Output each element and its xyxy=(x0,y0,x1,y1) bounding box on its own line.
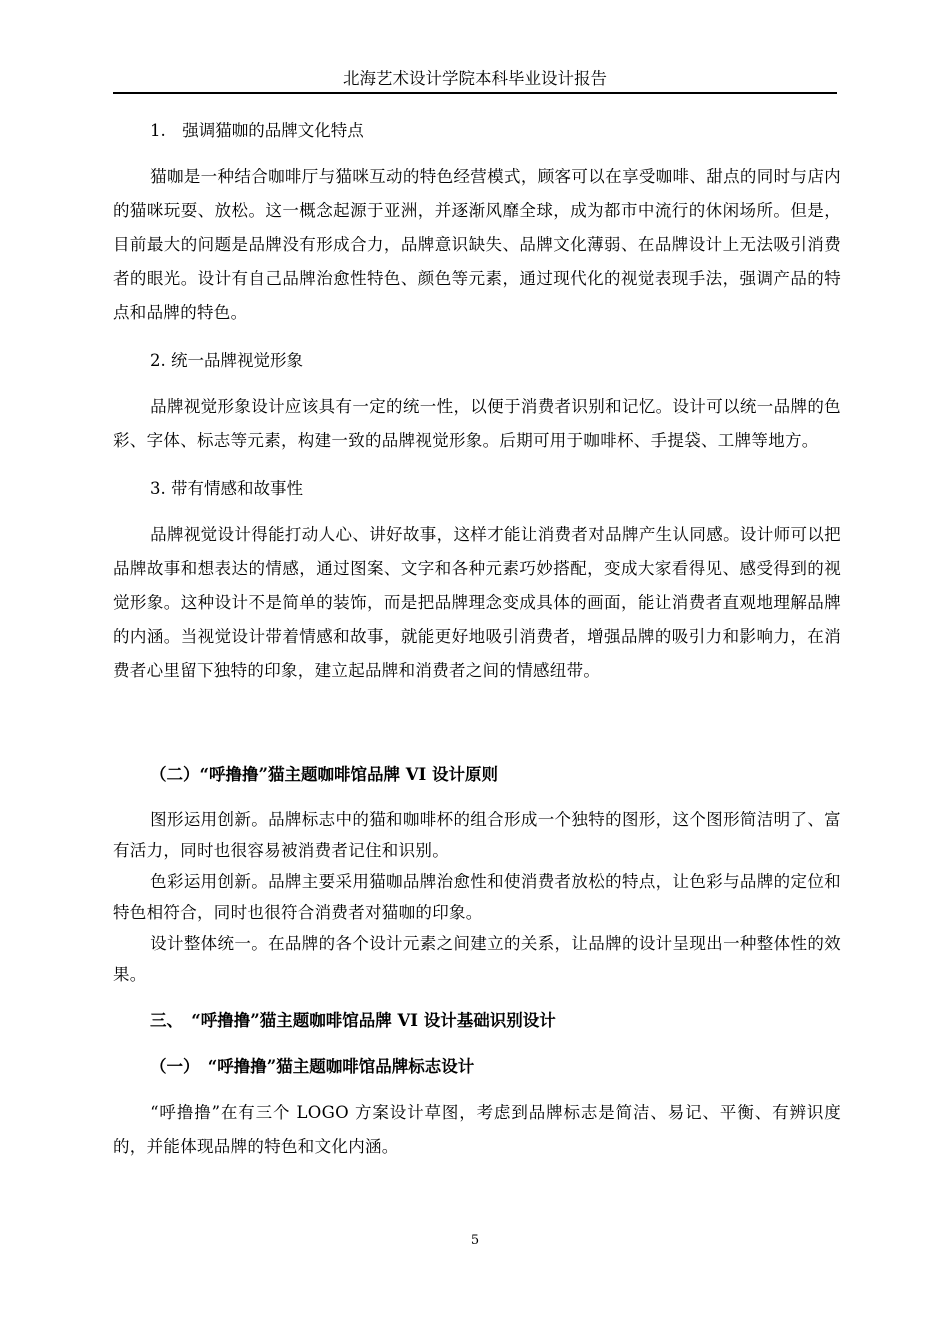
section-heading-unified-visual: 2. 统一品牌视觉形象 xyxy=(150,351,303,370)
section-heading-emotion-story: 3. 带有情感和故事性 xyxy=(150,479,303,498)
page-header-title: 北海艺术设计学院本科毕业设计报告 xyxy=(343,69,607,88)
section-heading-brand-culture: 1. 强调猫咖的品牌文化特点 xyxy=(150,121,364,140)
chapter-heading-basic-identity: 三、 “呼撸撸”猫主题咖啡馆品牌 VI 设计基础识别设计 xyxy=(150,1011,556,1030)
header-divider xyxy=(113,92,837,94)
document-body xyxy=(113,114,841,1164)
section-heading-logo-design: （一） “呼撸撸”猫主题咖啡馆品牌标志设计 xyxy=(150,1057,475,1076)
paragraph-logo-design: “呼撸撸”在有三个 LOGO 方案设计草图，考虑到品牌标志是简洁、易记、平衡、有辨识度的，并能体现品牌的特色和文化内涵。 xyxy=(113,1103,841,1156)
section-heading-vi-principles: （二）“呼撸撸”猫主题咖啡馆品牌 VI 设计原则 xyxy=(150,765,498,784)
page-number: 5 xyxy=(470,1233,480,1248)
paragraph-emotion-story: 品牌视觉设计得能打动人心、讲好故事，这样才能让消费者对品牌产生认同感。设计师可以把品牌故事和想表达的情感，通过图案、文字和各种元素巧妙搭配，变成大家看得见、感受得到的视觉形象。这种设计不是简单的装饰，而是把品牌理念变成具体的画面，能让消费者直观地理解品牌的内涵。当视觉设计带着情感和故事，就能更好地吸引消费者，增强品牌的吸引力和影响力，在消费者心里留下独特的印象，建立起品牌和消费者之间的情感纽带。 xyxy=(113,525,841,680)
paragraph-graphic-innovation: 图形运用创新。品牌标志中的猫和咖啡杯的组合形成一个独特的图形，这个图形简洁明了、富有活力，同时也很容易被消费者记住和识别。 xyxy=(113,810,841,860)
paragraph-unified-visual: 品牌视觉形象设计应该具有一定的统一性，以便于消费者识别和记忆。设计可以统一品牌的色彩、字体、标志等元素，构建一致的品牌视觉形象。后期可用于咖啡杯、手提袋、工牌等地方。 xyxy=(113,397,841,450)
paragraph-brand-culture: 猫咖是一种结合咖啡厅与猫咪互动的特色经营模式，顾客可以在享受咖啡、甜点的同时与店内的猫咪玩耍、放松。这一概念起源于亚洲，并逐渐风靡全球，成为都市中流行的休闲场所。但是，目前最大的问题是品牌没有形成合力，品牌意识缺失、品牌文化薄弱、在品牌设计上无法吸引消费者的眼光。设计有自己品牌治愈性特色、颜色等元素，通过现代化的视觉表现手法，强调产品的特点和品牌的特色。 xyxy=(113,167,841,322)
paragraph-overall-unity: 设计整体统一。在品牌的各个设计元素之间建立的关系，让品牌的设计呈现出一种整体性的效果。 xyxy=(113,934,841,984)
paragraph-color-innovation: 色彩运用创新。品牌主要采用猫咖品牌治愈性和使消费者放松的特点，让色彩与品牌的定位和特色相符合，同时也很符合消费者对猫咖的印象。 xyxy=(113,872,841,922)
